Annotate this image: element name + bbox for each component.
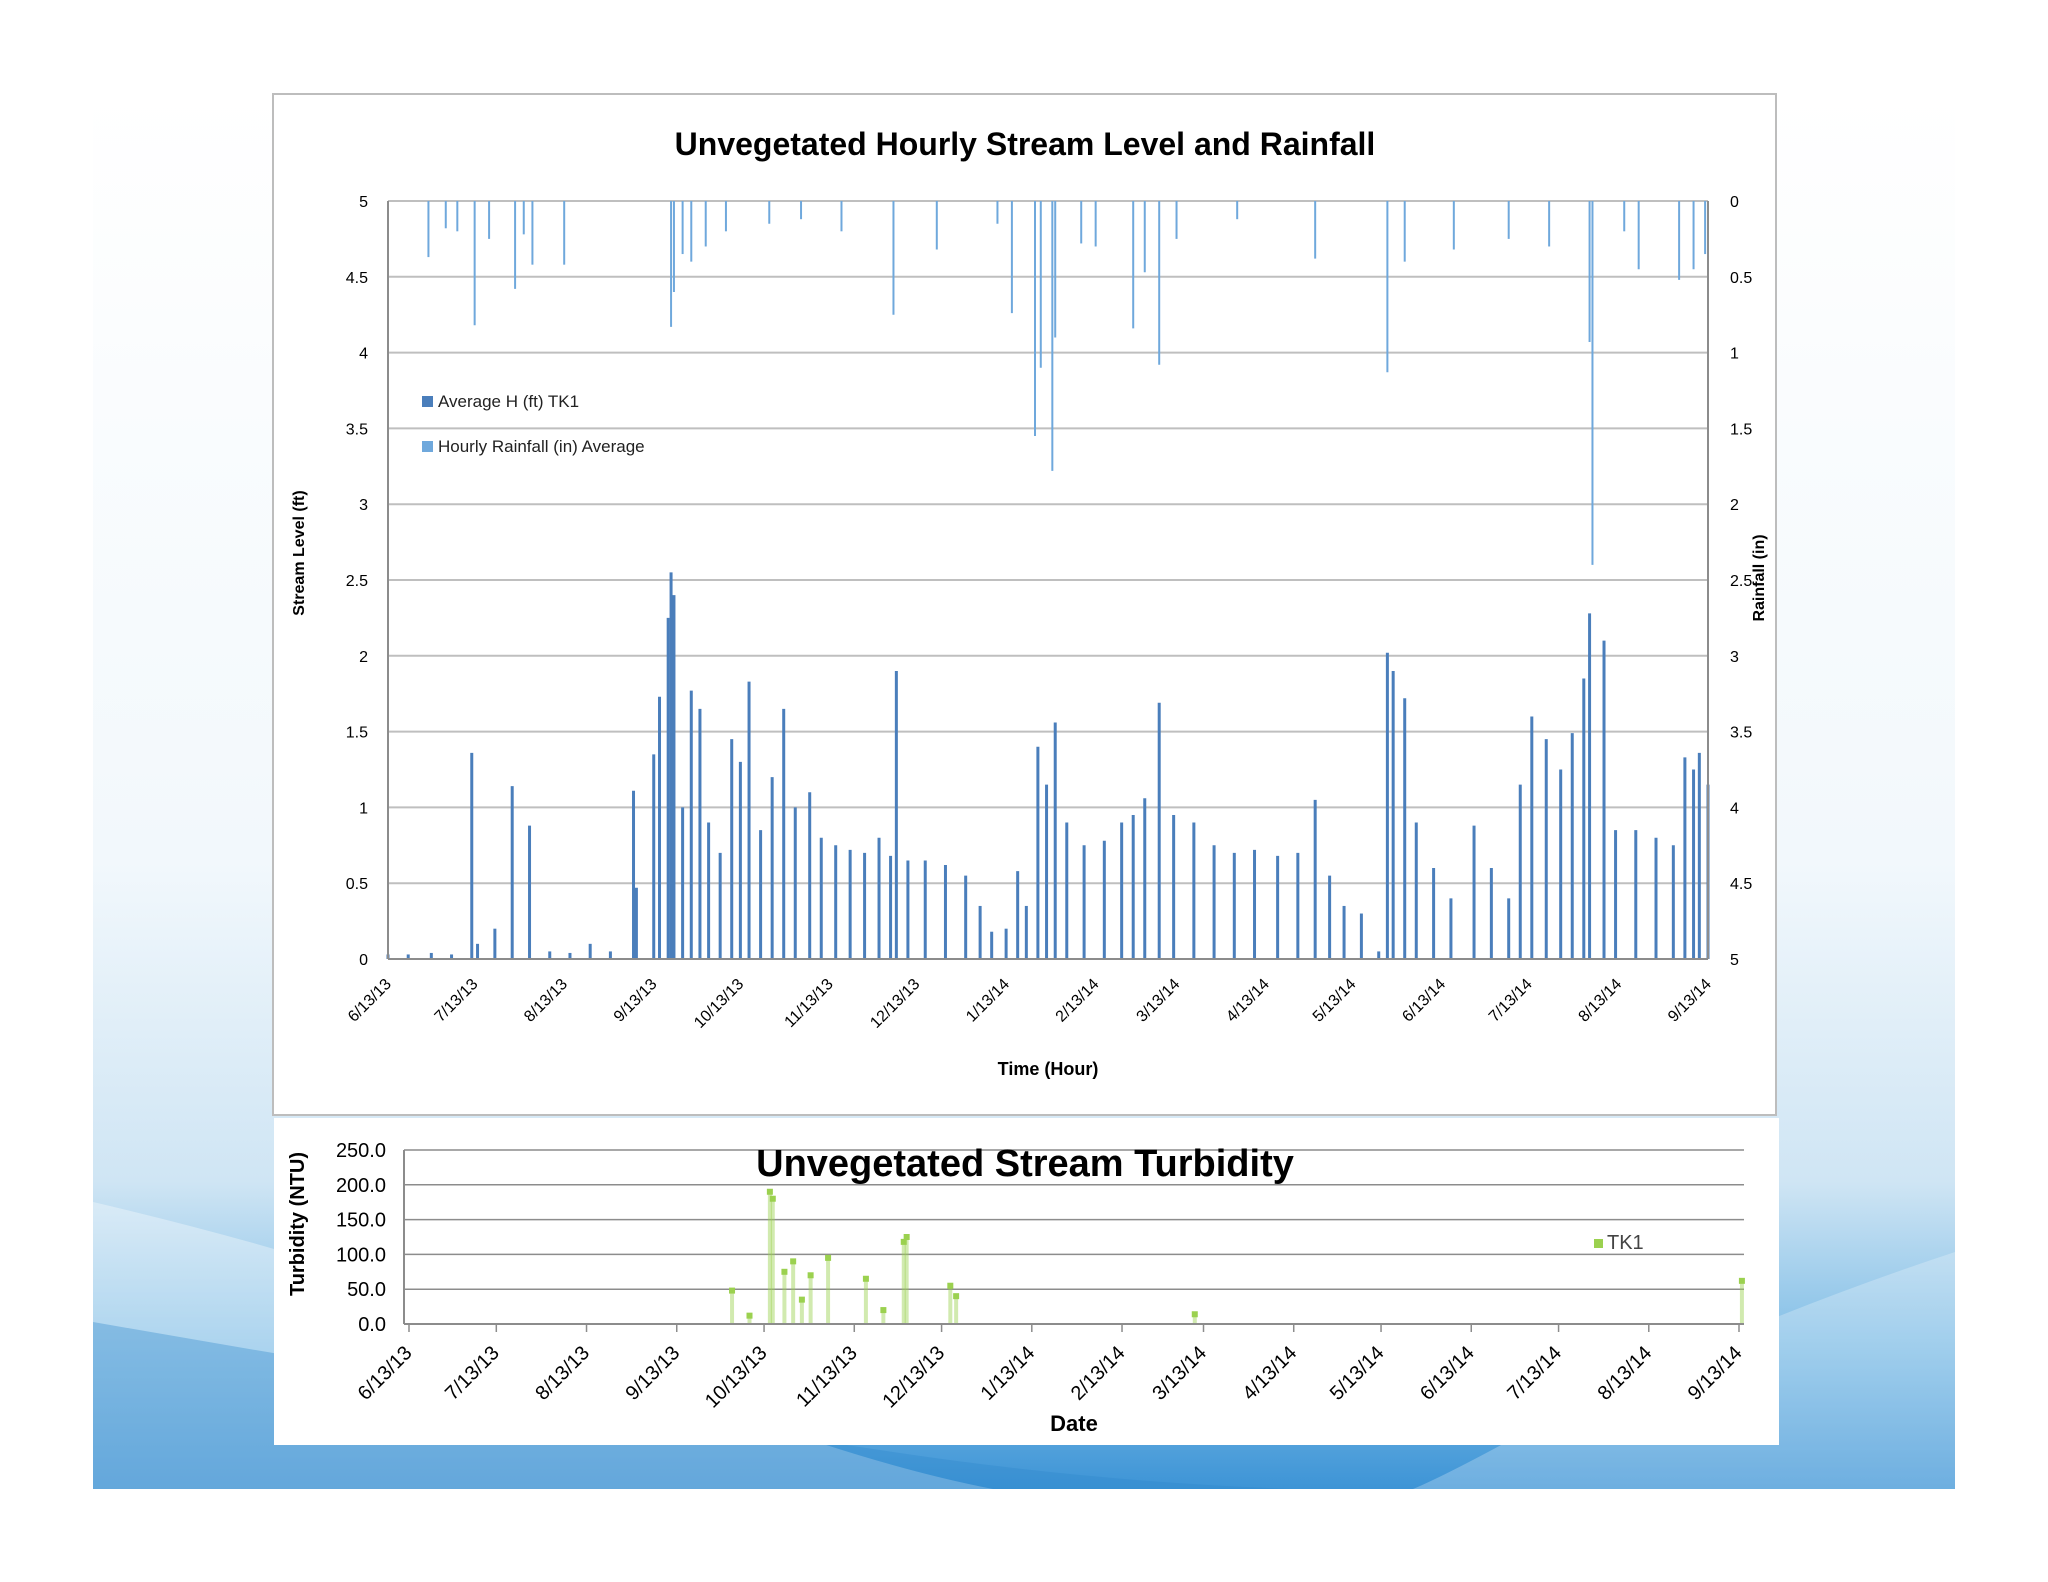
stream-level-rainfall-chart-panel — [272, 93, 1777, 1116]
legend-label-rainfall: Hourly Rainfall (in) Average — [438, 437, 645, 456]
y-tick-label: 0 — [359, 952, 368, 969]
turbidity-point — [1739, 1278, 1745, 1284]
x-tick-label: 10/13/13 — [700, 1341, 772, 1413]
x-tick-label: 3/13/14 — [1148, 1341, 1212, 1405]
y2-tick-label: 1.5 — [1730, 421, 1753, 439]
x-tick-label: 8/13/13 — [521, 975, 572, 1026]
x-tick-label: 12/13/13 — [867, 975, 924, 1032]
y-tick-label: 1.5 — [345, 724, 368, 742]
y-tick-label: 100.0 — [335, 1244, 386, 1267]
y-axis-label: Turbidity (NTU) — [287, 1151, 309, 1297]
y-tick-label: 2.5 — [345, 573, 368, 590]
turbidity-point — [904, 1234, 910, 1240]
legend — [422, 392, 645, 456]
y-tick-label: 3.5 — [345, 421, 368, 439]
y-tick-label: 1 — [359, 800, 368, 818]
turbidity-point — [729, 1288, 735, 1294]
legend — [1594, 1232, 1644, 1254]
x-tick-label: 8/13/14 — [1593, 1341, 1657, 1405]
y-axis-label: Stream Level (ft) — [291, 490, 308, 616]
turbidity-point — [947, 1283, 953, 1289]
y-tick-label: 2 — [359, 648, 368, 666]
y2-axis-label: Rainfall (in) — [1751, 534, 1768, 622]
turbidity-point — [863, 1276, 869, 1282]
y2-tick-label: 4 — [1730, 800, 1739, 818]
turbidity-point — [1192, 1311, 1198, 1317]
x-tick-label: 2/13/14 — [1052, 975, 1103, 1026]
legend-label-tk1: TK1 — [1607, 1232, 1644, 1254]
x-tick-label: 6/13/14 — [1399, 975, 1450, 1026]
turbidity-point — [808, 1272, 814, 1278]
y2-tick-label: 2 — [1730, 497, 1739, 515]
y-tick-label: 50.0 — [347, 1279, 386, 1302]
y2-tick-label: 5 — [1730, 952, 1739, 969]
turbidity-point — [825, 1255, 831, 1261]
x-axis-label: Date — [1050, 1411, 1098, 1436]
y-tick-label: 3 — [359, 497, 368, 515]
x-tick-label: 6/13/13 — [353, 1341, 417, 1405]
turbidity-chart — [274, 1118, 1779, 1445]
x-tick-label: 7/13/13 — [431, 975, 482, 1026]
x-tick-label: 2/13/14 — [1066, 1341, 1130, 1405]
turbidity-point — [781, 1269, 787, 1275]
x-tick-label: 6/13/14 — [1416, 1341, 1479, 1405]
y-tick-label: 5 — [359, 194, 368, 211]
x-tick-label: 8/13/14 — [1575, 975, 1626, 1026]
y-tick-label: 4.5 — [345, 269, 368, 287]
x-tick-label: 12/13/13 — [878, 1341, 950, 1413]
stream-level-rainfall-chart — [274, 95, 1775, 1114]
x-tick-label: 6/13/13 — [345, 975, 395, 1026]
y2-tick-label: 1 — [1730, 345, 1739, 363]
turbidity-point — [747, 1313, 753, 1319]
y-tick-label: 200.0 — [335, 1174, 386, 1197]
x-tick-label: 7/13/14 — [1485, 975, 1536, 1026]
x-tick-label: 4/13/14 — [1238, 1341, 1302, 1405]
x-tick-label: 7/13/13 — [441, 1341, 504, 1405]
x-tick-label: 11/13/13 — [792, 1341, 862, 1412]
x-tick-label: 5/13/14 — [1309, 975, 1360, 1026]
turbidity-point — [767, 1189, 773, 1195]
turbidity-point — [770, 1196, 776, 1202]
x-tick-label: 7/13/14 — [1503, 1341, 1567, 1405]
y2-tick-label: 3.5 — [1730, 724, 1753, 742]
y2-tick-label: 0.5 — [1730, 269, 1753, 287]
y2-tick-label: 2.5 — [1730, 573, 1753, 590]
y2-tick-label: 3 — [1730, 648, 1739, 666]
x-tick-label: 5/13/14 — [1325, 1341, 1389, 1405]
chart-title: Unvegetated Stream Turbidity — [756, 1143, 1294, 1185]
x-tick-label: 1/13/14 — [976, 1341, 1040, 1405]
turbidity-chart-panel — [274, 1118, 1779, 1445]
turbidity-point — [799, 1297, 805, 1303]
x-tick-label: 9/13/14 — [1683, 1341, 1747, 1405]
legend-swatch-tk1 — [1594, 1239, 1603, 1248]
turbidity-point — [953, 1293, 959, 1299]
legend-swatch-rainfall — [422, 441, 433, 452]
y-tick-label: 250.0 — [335, 1140, 386, 1162]
y2-tick-label: 4.5 — [1730, 876, 1753, 894]
y-tick-label: 0.5 — [345, 876, 368, 894]
x-tick-label: 4/13/14 — [1223, 975, 1273, 1026]
y-tick-label: 150.0 — [335, 1209, 386, 1232]
chart-title: Unvegetated Hourly Stream Level and Rainfall — [674, 126, 1376, 162]
x-tick-label: 11/13/13 — [781, 975, 837, 1032]
x-tick-label: 1/13/14 — [963, 975, 1013, 1026]
legend-swatch-stream-level — [422, 396, 433, 407]
x-tick-label: 3/13/14 — [1133, 975, 1184, 1026]
x-tick-label: 9/13/13 — [621, 1341, 685, 1405]
x-tick-label: 8/13/13 — [531, 1341, 595, 1405]
y2-tick-label: 0 — [1730, 194, 1739, 211]
x-tick-label: 9/13/13 — [610, 975, 661, 1026]
turbidity-point — [880, 1307, 886, 1313]
x-tick-label: 9/13/14 — [1665, 975, 1715, 1026]
x-axis-label: Time (Hour) — [997, 1059, 1099, 1079]
y-tick-label: 0.0 — [358, 1314, 386, 1336]
x-tick-label: 10/13/13 — [691, 975, 748, 1032]
turbidity-point — [790, 1258, 796, 1264]
y-tick-label: 4 — [359, 345, 368, 363]
legend-label-stream-level: Average H (ft) TK1 — [438, 392, 580, 411]
